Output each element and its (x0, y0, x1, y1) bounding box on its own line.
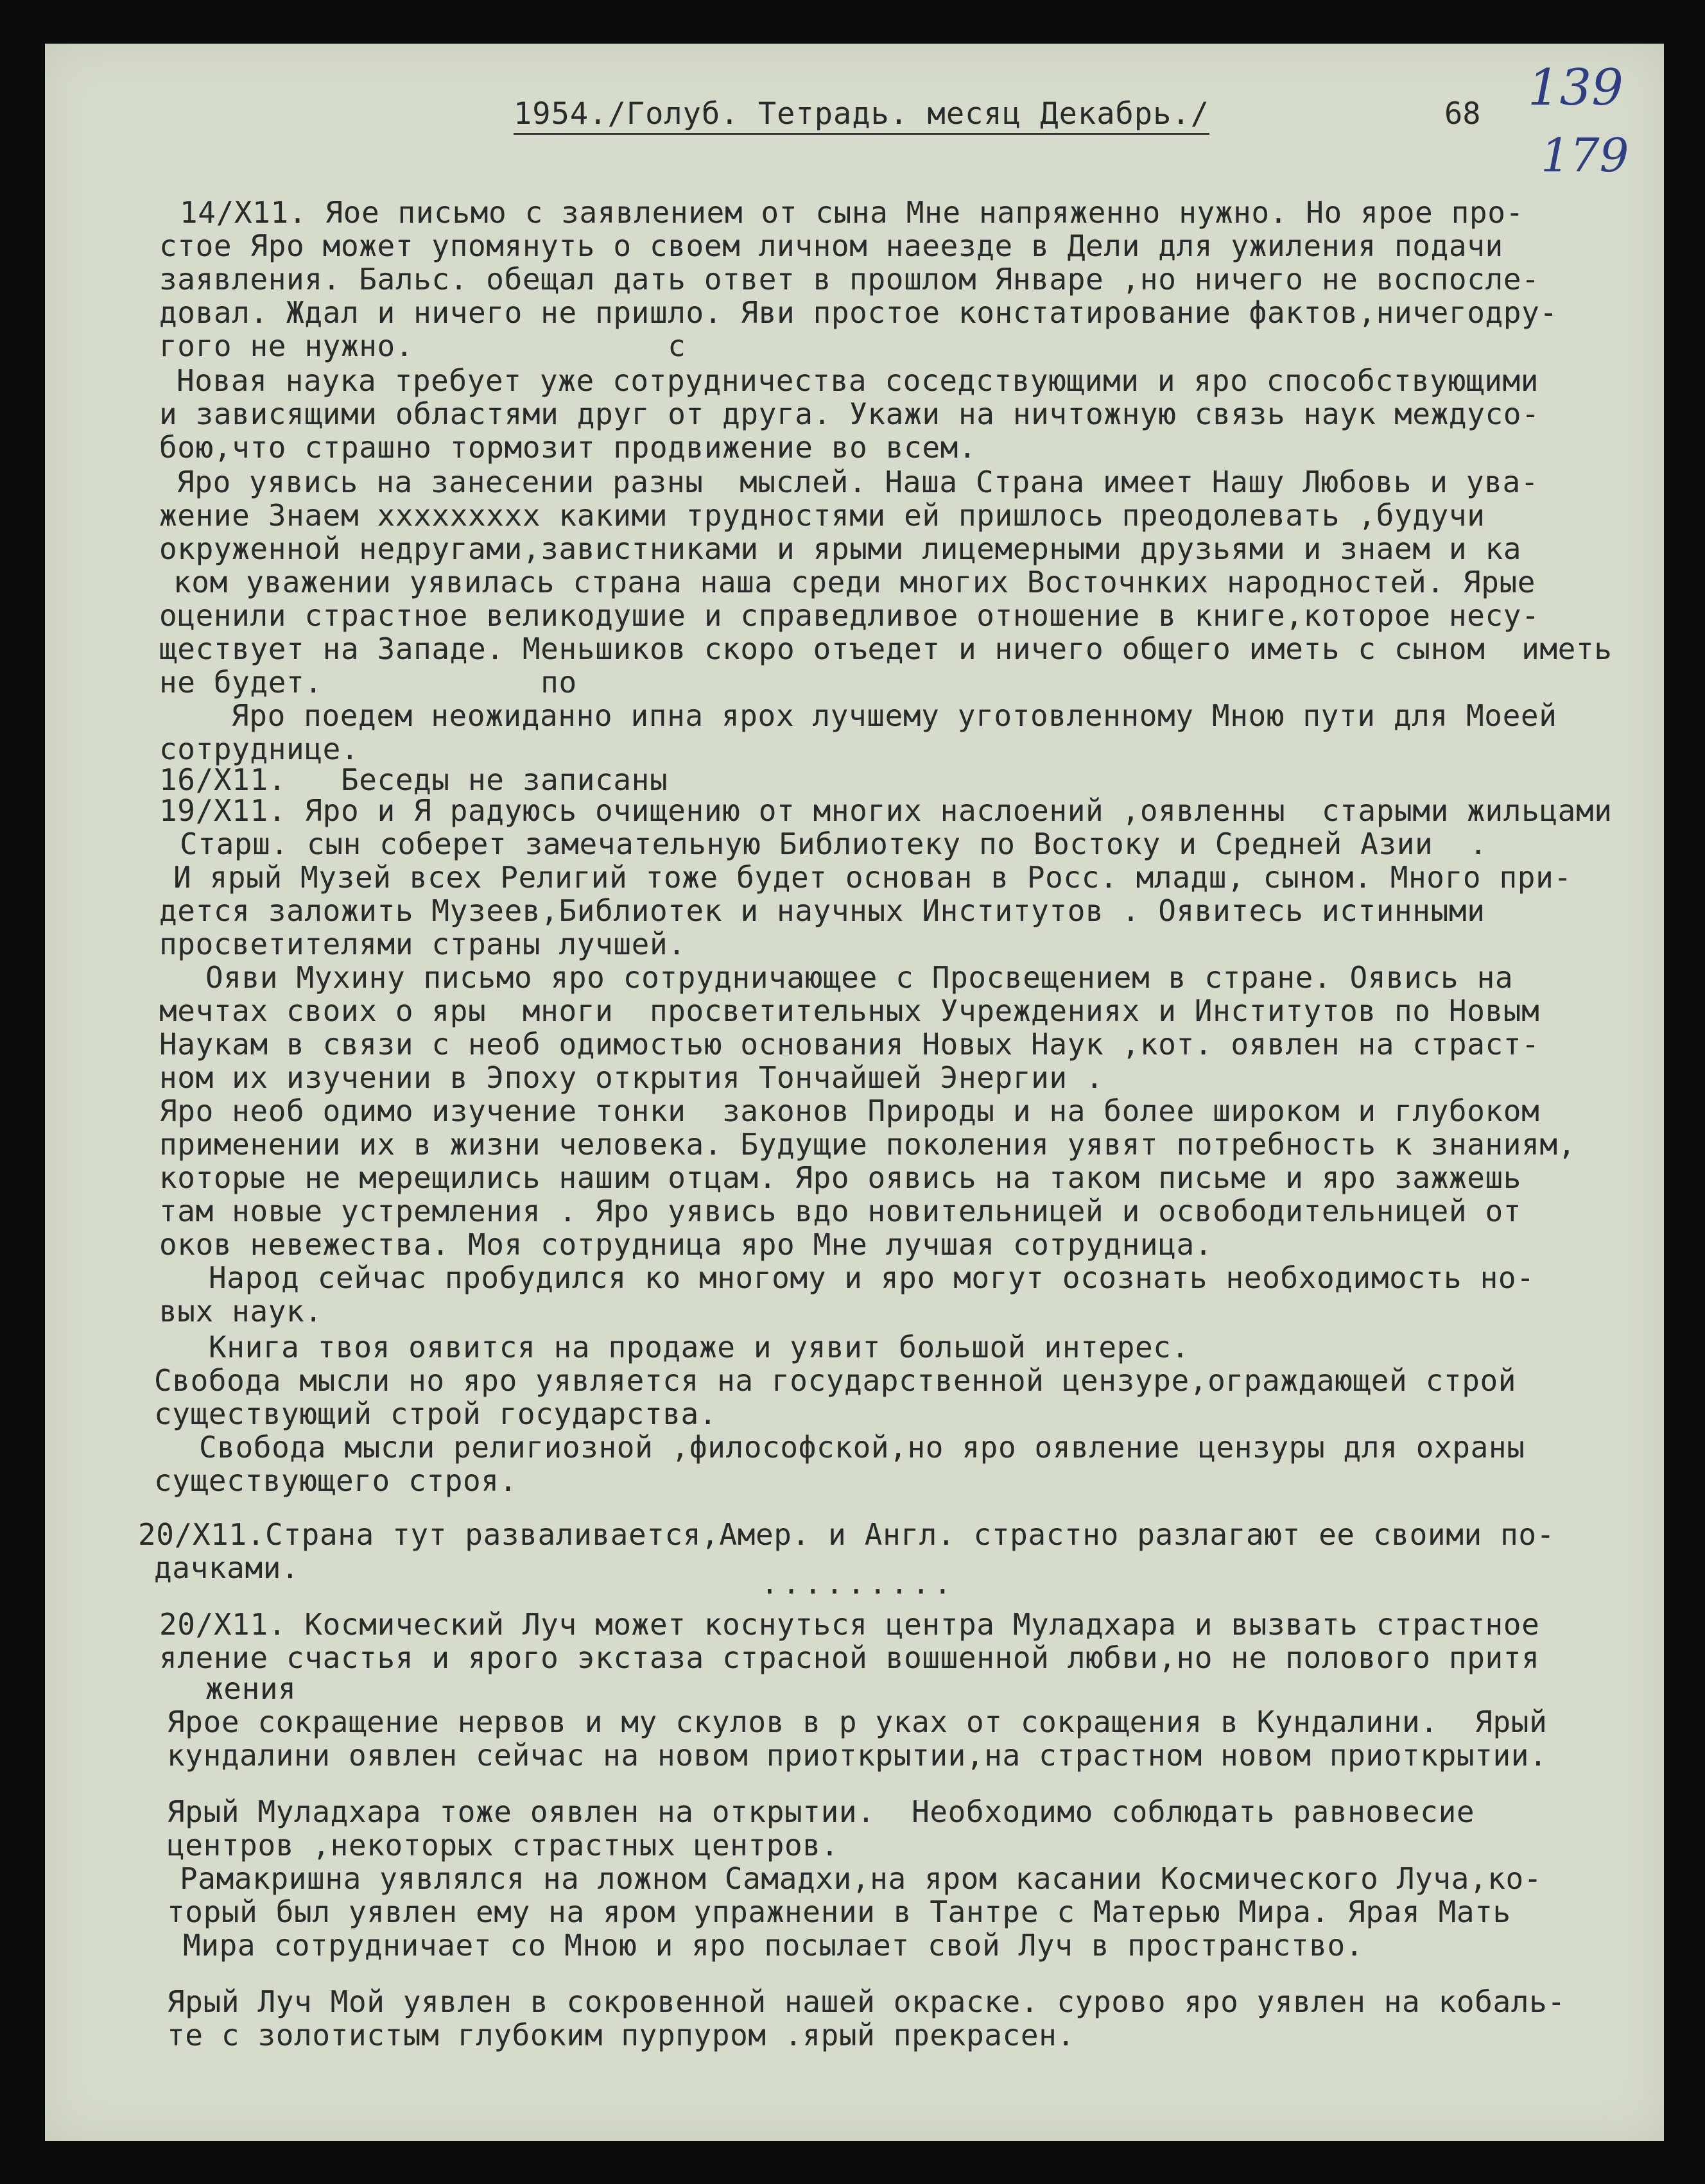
text-line: жения (205, 1671, 297, 1706)
text-line: там новые устремления . Яро уявись вдо новительницей и освободительницей от (159, 1194, 1522, 1228)
text-line: Свобода мысли но яро уявляется на государственной цензуре,ограждающей строй (154, 1363, 1517, 1398)
text-line: довал. Ждал и ничего не пришло. Яви простое констатирование фактов,ничегодру- (159, 295, 1558, 330)
text-line: 20/Х11.Страна тут разваливается,Амер. и Англ. страстно разлагают ее своими по- (138, 1517, 1555, 1552)
text-line: 19/Х11. Яро и Я радуюсь очищению от многих наслоений ,оявленны старыми жильцами (159, 793, 1613, 828)
text-line: оценили страстное великодушие и справедливое отношение в книге,которое несу- (159, 598, 1540, 633)
text-line: центров ,некоторых страстных центров. (167, 1828, 839, 1862)
text-line: заявления. Бальс. обещал дать ответ в прошлом Январе ,но ничего не воспосле- (159, 262, 1540, 297)
text-line: Ярый Луч Мой уявлен в сокровенной нашей окраске. сурово яро уявлен на кобаль- (167, 1984, 1566, 2019)
text-line: дачками. (154, 1551, 300, 1585)
text-line: и зависящими областями друг от друга. Укажи на ничтожную связь наук междусо- (159, 397, 1540, 431)
text-line: кундалини оявлен сейчас на новом приоткрытии,на страстном новом приоткрытии. (167, 1738, 1548, 1773)
text-line: ном их изучении в Эпоху открытия Тончайшей Энергии . (159, 1060, 1104, 1095)
text-line: Народ сейчас пробудился ко многому и яро могут осознать необходимость но- (209, 1260, 1535, 1295)
text-line: Мира сотрудничает со Мною и яро посылает свой Луч в пространство. (183, 1928, 1364, 1963)
text-line: применении их в жизни человека. Будущие поколения уявят потребность к знаниям, (159, 1127, 1576, 1162)
text-line: Яро необ одимо изучение тонки законов Природы и на более широком и глубоком (159, 1094, 1540, 1128)
text-line: жение Знаем ххххххххх какими трудностями ей пришлось преодолевать ,будучи (159, 498, 1485, 533)
text-line: бою,что страшно тормозит продвижение во всем. (159, 430, 977, 465)
text-line: яление счастья и ярого экстаза страсной вошшенной любви,но не полового притя (159, 1640, 1540, 1675)
text-line: вых наук. (159, 1294, 323, 1328)
text-line: существующий строй государства. (154, 1397, 718, 1431)
text-line: Наукам в связи с необ одимостью основания Новых Наук ,кот. оявлен на страст- (159, 1027, 1540, 1062)
text-line: ком уважении уявилась страна наша среди многих Восточнких народностей. Ярые (173, 565, 1536, 599)
text-line: не будет. по (159, 665, 577, 700)
text-line: ществует на Западе. Меньшиков скоро отъедет и ничего общего иметь с сыном иметь (159, 632, 1613, 666)
text-line: мечтах своих о яры многи просветительных Учреждениях и Институтов по Новым (159, 993, 1540, 1028)
text-line: Новая наука требует уже сотрудничества соседствующими и яро способствующими (177, 363, 1539, 398)
text-line: Яро поедем неожиданно ипна ярох лучшему уготовленному Мною пути для Моеей (231, 698, 1557, 733)
text-line: Яро уявись на занесении разны мыслей. Наша Страна имеет Нашу Любовь и ува- (177, 465, 1539, 499)
text-line: Свобода мысли религиозной ,философской,но яро оявление цензуры для охраны (199, 1430, 1525, 1465)
text-line: оков невежества. Моя сотрудница яро Мне лучшая сотрудница. (159, 1227, 1213, 1262)
text-line: стое Яро может упомянуть о своем личном наеезде в Дели для ужиления подачи (159, 228, 1503, 263)
text-line: Ярое сокращение нервов и му скулов в р уках от сокращения в Кундалини. Ярый (167, 1705, 1548, 1739)
text-line: гого не нужно. с (159, 329, 686, 363)
text-line: Книга твоя оявится на продаже и уявит большой интерес. (209, 1330, 1190, 1364)
page-number: 68 (1444, 96, 1481, 132)
text-line: 20/Х11. Космический Луч может коснуться центра Муладхара и вызвать страстное (159, 1607, 1540, 1642)
text-line: И ярый Музей всех Религий тоже будет основан в Росс. младш, сыном. Много при- (173, 860, 1572, 895)
text-line: Ярый Муладхара тоже оявлен на открытии. Необходимо соблюдать равновесие (167, 1794, 1475, 1829)
text-line: Рамакришна уявлялся на ложном Самадхи,на яром касании Космического Луча,ко- (180, 1861, 1543, 1896)
text-line: 16/Х11. Беседы не записаны (159, 762, 668, 797)
handwritten-side-number: 179 (1541, 128, 1629, 182)
text-line: те с золотистым глубоким пурпуром .ярый прекрасен. (167, 2018, 1075, 2052)
document-header: 1954./Голуб. Тетрадь. месяц Декабрь./ (514, 96, 1209, 135)
handwritten-folio-number: 139 (1528, 59, 1623, 117)
text-line: 14/Х11. Яое письмо с заявлением от сына Мне напряженно нужно. Но ярое про- (180, 195, 1524, 230)
text-line: окруженной недругами,завистниками и ярыми лицемерными друзьями и знаем и ка (159, 531, 1522, 566)
text-line: сотруднице. (159, 732, 359, 766)
text-line: просветителями страны лучшей. (159, 927, 686, 961)
text-line: Старш. сын соберет замечательную Библиотеку по Востоку и Средней Азии . (180, 827, 1488, 861)
text-line: которые не мерещились нашим отцам. Яро оявись на таком письме и яро зажжешь (159, 1160, 1522, 1195)
text-line: дется заложить Музеев,Библиотек и научных Институтов . Оявитесь истинными (159, 893, 1485, 928)
text-line: существующего строя. (154, 1463, 517, 1498)
section-separator: ......... (761, 1566, 956, 1601)
text-line: торый был уявлен ему на яром упражнении в Тантре с Матерью Мира. Ярая Мать (167, 1895, 1511, 1929)
text-line: Ояви Мухину письмо яро сотрудничающее с Просвещением в стране. Оявись на (205, 960, 1514, 995)
